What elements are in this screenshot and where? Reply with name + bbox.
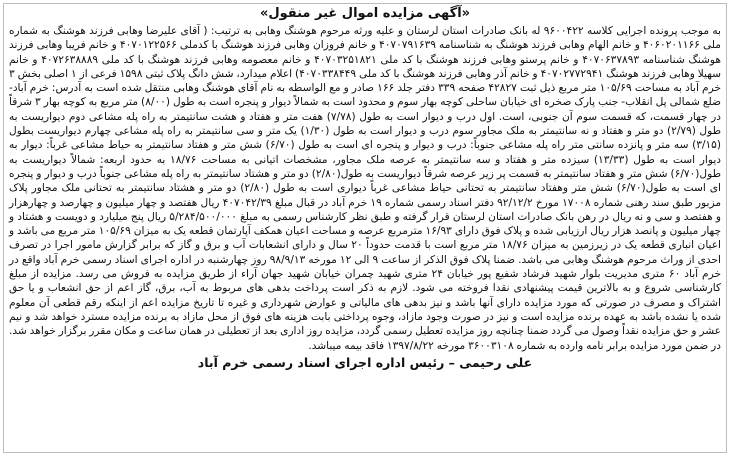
- notice-signature: علی رحیمی – رئیس اداره اجرای اسناد رسمی خرم آباد: [197, 354, 533, 370]
- notice-body: به موجب پرونده اجرایی کلاسه ۹۶۰۰۴۲۲ له بانک صادرات استان لرستان و علیه ورثه مرحوم هوشنگ وهابی به ترتیب: ( آقای علیرضا وهابی فرزند هوشنگ به شماره ملی ۴۰۶۰۲۰۱۱۶۶ و خانم الهام وهابی فرزند هوشنگ به شناسنامه ۴۰۷۰۷۹۱۶۳۹ و خانم فروزان وهابی فرزند هوشنگ با کدملی ۴۰۷۰۱۲۲۵۶۶ و خانم فریبا وهابی فرزند هوشنگ شناسنامه ۴۰۷۰۶۳۷۸۹۳ و خانم پرستو وهابی فرزند هوشنگ با کد ملی ۴۰۷۰۳۲۵۱۸۲۱ و خانم معصومه وهابی فرزند هوشنگ با کد ملی ۴۰۷۲۶۳۸۸۸۹ و خانم سهیلا وهابی فرزند هوشنگ ۴۰۷۰۲۷۷۲۹۴۱ و خانم آذر وهابی فرزند هوشنگ با کد ملی ۴۰۷۰۳۳۸۴۴۹) اعلام میدارد، شش دانگ پلاک ثبتی ۱۵۹۸ فرعی از ۱ اصلی بخش ۳ خرم آباد به مساحت ۱۰۵/۶۹ متر مربع ذیل ثبت ۴۲۸۲۷ صفحه ۳۳۹ دفتر جلد ۱۶۶ صادر و مع الواسطه به نام آقای هوشنگ وهابی منتقل شده است به آدرس: خرم آباد- ضلع شمالی پل انقلاب- جنب پارک صخره ای خیابان ساحلی کوچه بهار سوم و محدود است به شمالاً دیوار و پنجره است به طول (۸/۰۰) متر مربع به کوچه بهار ۳ شرقاً در چهار قسمت، که قسمت سوم آن جنوبی، است. اول درب و دیوار است به طول (۷/۷۸) هفت متر و هفتاد و هشت سانتیمتر به راه پله مشاعی دوم دیواریست به طول (۲/۷۹) دو متر و هفتاد و نه سانتیمتر به ملک مجاور سوم درب و دیوار است به طول (۱/۳۰) یک متر و سی سانتیمتر به راه پله مشاعی چهارم دیواریست بطول (۳/۱۵) سه متر و پانزده سانتی متر راه پله مشاعی جنوباً: درب و دیوار و پنجره ای است به طول (۶/۷۰) شش متر و هفتاد سانتیمتر به حیاط مشاعی غرباً: دیوار به دیوار است به طول (۱۳/۳۳) سیزده متر و هفتاد و سه سانتیمتر به عرصه ملک مجاور، مشخصات اتیانی به مساحت ۱۸/۷۶ به حدود اربعه: شمالاً دیواریست به طول(۶/۷۰) شش متر و هفتاد سانتیمتر به قسمت پر زیر عرصه شرقاً دیواریست به طول(۲/۸۰) دو متر و هشتاد سانتیمتر به راه پله مشاعی جنوباً درب و دیوار و پنجره ای است به طول(۶/۷۰) شش متر وهفتاد سانتیمتر به تحتانی حیاط مشاعی غرباً دیواری است به طول (۲/۸۰) دو متر و هشتاد سانتیمتر به تحتانی ملک مجاور پلاک مزبور طبق سند رهنی شماره ۱۷۰۰۸ مورخ ۹۲/۱۲/۲ دفتر اسناد رسمی شماره ۱۹ خرم آباد در قبال مبلغ ۴۰۷۰۴۲/۳۹ ریال هفتصد و چهار میلیون و چهارصد و چهارهزار و هفتصد و سی و نه ریال در رهن بانک صادرات استان لرستان قرار گرفته و طبق نظر کارشناس رسمی به مبلغ ۵/۲۸۴/۵۰۰/۰۰۰ ریال پنج میلیارد و دویست و هشتاد و چهار میلیون و پانصد هزار ریال ارزیابی شده و پلاک فوق دارای ۱۶/۹۳ مترمربع عرصه و مساحت اعیان همکف آپارتمان قطعه یک به میزان ۱۰۵/۶۹ متر مربع می باشد و اعیان انباری قطعه یک در زیرزمین به میزان ۱۸/۷۶ متر مربع است با قدمت حدوداً ۲۰ سال و دارای انشعابات آب و برق و گاز که برابر گزارش مامور اجرا در تصرف احدی از وراث مرحوم هوشنگ وهابی می باشد. ضمنا پلاک فوق الذکر از ساعت ۹ الی ۱۲ مورخه ۹۸/۹/۱۳ روز چهارشنبه در اداره اجرای اسناد رسمی خرم آباد واقع در خرم آباد ۶۰ متری مدیریت بلوار شهید فرشاد شفیع پور خیابان ۲۴ متری شهید چمران خیابان شهید جهان آراء از طریق مزایده به فروش می رسد. مزایده از مبلغ کارشناسی شروع و به بالاترین قیمت پیشنهادی نقدا فروخته می شود. لازم به ذکر است پرداخت بدهی های مربوط به آب، برق، گاز اعم از حق انشعاب و یا حق اشتراک و مصرف در صورتی که مورد مزایده دارای آنها باشد و نیز بدهی های مالیاتی و عوارض شهرداری و غیره تا تاریخ مزایده اعم از اینکه رقم قطعی آن معلوم شده یا نشده باشد به عهده برنده مزایده است و نیز در صورت وجود مازاد، وجوه پرداختی بابت هزینه های فوق از محل مازاد به برنده مزایده مسترد خواهد شد و نیم عشر و حق مزایده نقداً وصول می گردد ضمنا چنانچه روز مزایده تعطیل رسمی گردد، مزایده روز اداری بعد از تعطیلی در همان ساعت و مکان مقرر برگزار خواهد شد. در ضمن مورد مزایده برابر نامه وارده به شماره ۳۶۰۰۳۱۰۸ مورخه ۱۳۹۷/۸/۲۲ فاقد بیمه میباشد.: [9, 25, 722, 352]
- notice-title: «آگهی مزایده اموال غیر منقول»: [259, 6, 471, 21]
- auction-notice: [3, 3, 727, 453]
